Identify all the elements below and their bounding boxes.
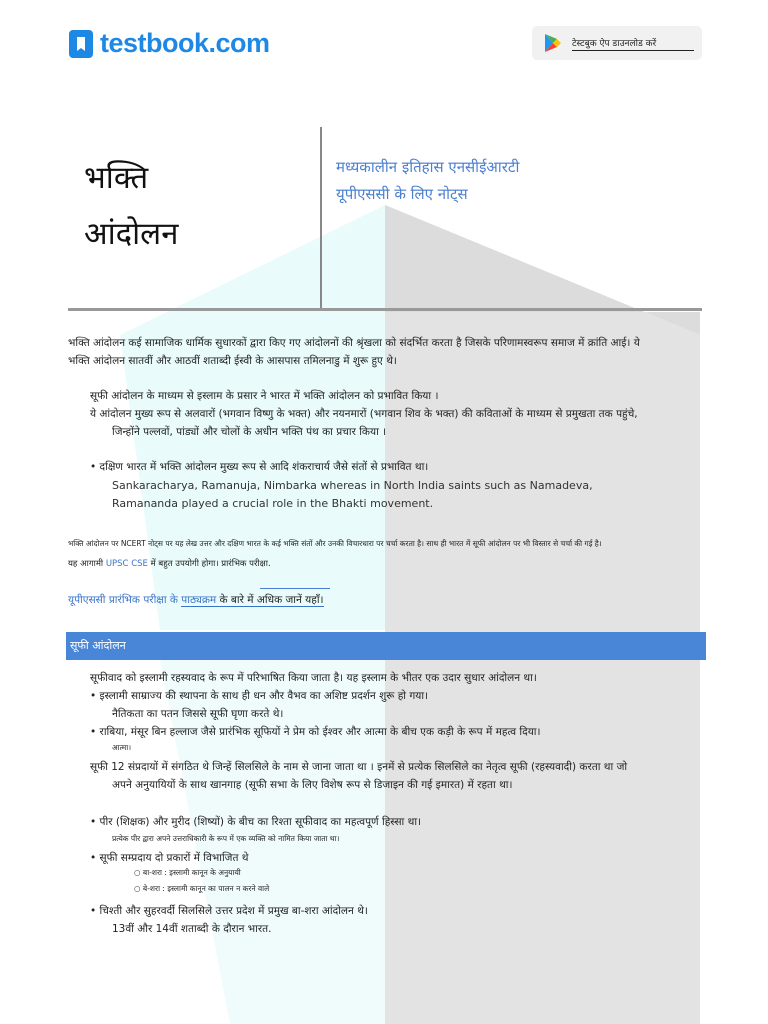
intro-line-1: भक्ति आंदोलन कई सामाजिक धार्मिक सुधारकों द्वारा किए गए आंदोलनों की श्रृंखला को संदर्भित करता है जिसके परिणामस्वरूप समाज में क्रांति आई। ये — [68, 337, 640, 349]
point-alvars-line-2: जिन्होंने पल्लवों, पांड्यों और चोलों के अधीन भक्ति पंथ का प्रचार किया । — [112, 426, 387, 438]
sufi-pir-murid: • पीर (शिक्षक) और मुरीद (शिष्यों) के बीच का रिश्ता सूफीवाद का महत्वपूर्ण हिस्सा था। — [90, 816, 422, 828]
logo-text: testbook.com — [100, 28, 270, 58]
syllabus-link-line — [68, 591, 324, 609]
subtitle-line-2: यूपीएससी के लिए नोट्स — [336, 185, 468, 203]
sufi-ba-shara: ○ बा-शरा : इस्लामी कानून के अनुयायी — [134, 868, 241, 877]
sufi-moral-decline: नैतिकता का पतन जिससे सूफी घृणा करते थे। — [112, 708, 284, 720]
syllabus-post: के बारे में अधिक जानें यहाँ। — [216, 594, 324, 606]
sufi-silsilas-line-2: अपने अनुयायियों के साथ खानगाह (सूफी सभा के लिए विशेष रूप से डिजाइन की गई इमारत) में रहता था। — [112, 779, 513, 791]
play-store-icon — [542, 33, 562, 53]
page-subtitle — [336, 154, 519, 208]
section-heading-sufi: सूफी आंदोलन — [66, 632, 706, 660]
download-app-button[interactable] — [532, 26, 702, 60]
title-divider-vertical — [320, 127, 322, 309]
page-title — [84, 150, 178, 262]
intro-paragraph — [68, 334, 708, 370]
sufi-islamic-empire: • इस्लामी साम्राज्य की स्थापना के साथ ही धन और वैभव का अशिष्ट प्रदर्शन शुरू हो गया। — [90, 690, 429, 702]
sufi-period: 13वीं और 14वीं शताब्दी के दौरान भारत. — [112, 923, 272, 935]
point-saints-english-line-2: Ramananda played a crucial role in the Bhakti movement. — [112, 497, 434, 510]
sufi-be-shara: ○ बे-शरा : इस्लामी कानून का पालन न करने वाले — [134, 884, 270, 893]
ncert-note-pre: यह आगामी — [68, 559, 106, 569]
sufi-two-types: • सूफी सम्प्रदाय दो प्रकारों में विभाजित थे — [90, 852, 249, 864]
title-line-2: आंदोलन — [84, 216, 179, 252]
subtitle-line-1: मध्यकालीन इतिहास एनसीईआरटी — [336, 158, 520, 176]
point-alvars-line-1: ये आंदोलन मुख्य रूप से अलवारों (भगवान विष्णु के भक्त) और नयनमारों (भगवान शिव के भक्त) की कविताओं के माध्यम से प्रमुखता तक पहुंचे, — [90, 408, 638, 420]
bg-shape-gray — [385, 205, 700, 1024]
point-south-india: • दक्षिण भारत में भक्ति आंदोलन मुख्य रूप से आदि शंकराचार्य जैसे संतों से प्रभावित था। — [90, 461, 429, 473]
intro-line-2: भक्ति आंदोलन सातवीं और आठवीं शताब्दी ईस्वी के आसपास तमिलनाडु में शुरू हुए थे। — [68, 355, 397, 367]
point-saints-english — [112, 477, 593, 513]
sufi-early-sufis: • राबिया, मंसूर बिन हल्लाज जैसे प्रारंभिक सूफियों ने प्रेम को ईश्वर और आत्मा के बीच एक कड़ी के रूप में महत्व दिया। — [90, 726, 541, 738]
testbook-logo[interactable] — [68, 28, 270, 59]
syllabus-link[interactable]: पाठ्यक्रम — [181, 594, 217, 606]
testbook-logo-icon — [68, 29, 94, 59]
syllabus-pre[interactable]: यूपीएससी प्रारंभिक परीक्षा के — [68, 594, 182, 606]
point-alvars-nayanars — [90, 405, 710, 441]
download-app-label: टेस्टबुक ऐप डाउनलोड करें — [572, 36, 694, 51]
sufi-silsilas-line-1: सूफी 12 संप्रदायों में संगठित थे जिन्हें सिलसिले के नाम से जाना जाता था । इनमें से प्रत्येक सिलसिले का नेतृत्व सूफी (रहस्यवादी) करता था जो — [90, 761, 628, 773]
ncert-note-line-1: भक्ति आंदोलन पर NCERT नोट्स पर यह लेख उत्तर और दक्षिण भारत के कई भक्ति संतों और उनकी विचारधारा पर चर्चा करता है। साथ ही भारत में सूफी आंदोलन पर भी विस्तार से चर्चा की गई है। — [68, 539, 602, 548]
syllabus-overline — [260, 588, 330, 589]
ncert-note-post: में बहुत उपयोगी होगा। प्रारंभिक परीक्षा. — [147, 559, 271, 569]
title-line-1: भक्ति — [84, 160, 149, 196]
sufi-definition: सूफीवाद को इस्लामी रहस्यवाद के रूप में परिभाषित किया जाता है। यह इस्लाम के भीतर एक उदार सुधार आंदोलन था। — [90, 672, 537, 684]
title-divider-horizontal — [68, 308, 702, 311]
sufi-chishti: • चिश्ती और सुहरवर्दी सिलसिले उत्तर प्रदेश में प्रमुख बा-शरा आंदोलन थे। — [90, 905, 368, 917]
sufi-silsilas — [90, 758, 710, 794]
upsc-cse-link[interactable]: UPSC CSE — [105, 559, 148, 569]
ncert-note-line-2 — [68, 557, 271, 571]
sufi-successor: प्रत्येक पीर द्वारा अपने उत्तराधिकारी के रूप में एक व्यक्ति को नामित किया जाता था। — [112, 834, 340, 843]
point-sufi-influence: सूफी आंदोलन के माध्यम से इस्लाम के प्रसार ने भारत में भक्ति आंदोलन को प्रभावित किया । — [90, 390, 439, 402]
point-saints-english-line-1: Sankaracharya, Ramanuja, Nimbarka whereas in North India saints such as Namadeva, — [112, 479, 593, 492]
sufi-soul: आत्मा। — [112, 743, 132, 752]
